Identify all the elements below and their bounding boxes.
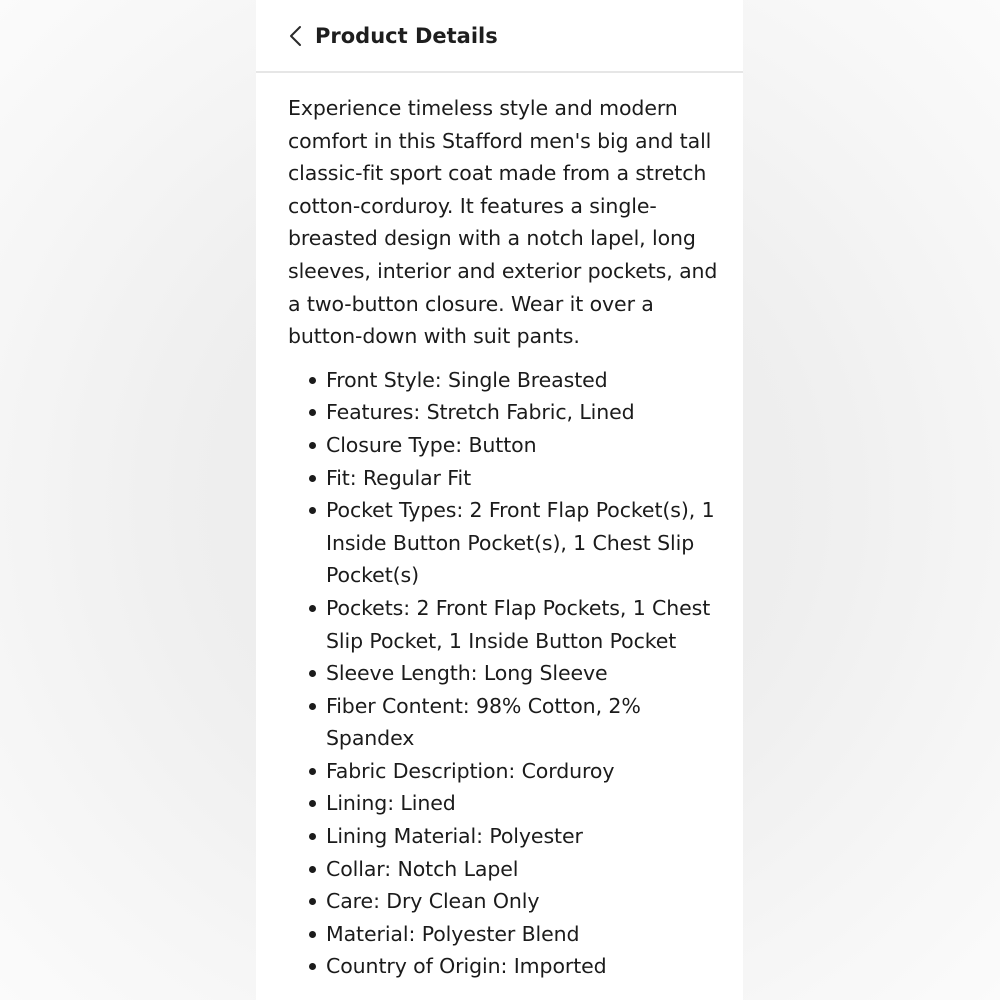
list-item xyxy=(288,820,720,853)
list-item xyxy=(288,462,720,495)
detail-text: Pockets: 2 Front Flap Pockets, 1 Chest Slip Pocket, 1 Inside Button Pocket xyxy=(326,595,711,653)
bullet-icon xyxy=(309,442,316,449)
list-item xyxy=(288,787,720,820)
bullet-icon xyxy=(309,800,316,807)
detail-text: Fiber Content: 98% Cotton, 2% Spandex xyxy=(326,693,641,751)
list-item xyxy=(288,853,720,886)
detail-text: Collar: Notch Lapel xyxy=(326,856,519,881)
bullet-icon xyxy=(309,931,316,938)
bullet-icon xyxy=(309,377,316,384)
bullet-icon xyxy=(309,605,316,612)
list-item xyxy=(288,950,720,983)
list-item xyxy=(288,755,720,788)
list-item xyxy=(288,690,720,755)
bullet-icon xyxy=(309,703,316,710)
detail-text: Country of Origin: Imported xyxy=(326,954,607,979)
detail-text: Fit: Regular Fit xyxy=(326,465,472,490)
bullet-icon xyxy=(309,670,316,677)
bullet-icon xyxy=(309,898,316,905)
detail-text: Features: Stretch Fabric, Lined xyxy=(326,400,635,425)
page-title: Product Details xyxy=(315,24,498,48)
product-details-content xyxy=(288,92,720,983)
product-description: Experience timeless style and modern comfort in this Stafford men's big and tall classic-fit sport coat made from a stretch cotton-corduroy. It features a single-breasted design with a notch lapel, long sleeves, interior and exterior pockets, and a two-button closure. Wear it over a button-down with suit pants. xyxy=(288,96,718,349)
detail-text: Lining Material: Polyester xyxy=(326,824,583,849)
list-item xyxy=(288,429,720,462)
list-item xyxy=(288,364,720,397)
list-item xyxy=(288,396,720,429)
header-bar xyxy=(256,0,743,73)
product-details-screen xyxy=(256,0,743,1000)
detail-text: Sleeve Length: Long Sleeve xyxy=(326,661,608,686)
bullet-icon xyxy=(309,768,316,775)
bullet-icon xyxy=(309,833,316,840)
detail-text: Closure Type: Button xyxy=(326,432,537,457)
back-button[interactable] xyxy=(282,22,310,50)
detail-text: Lining: Lined xyxy=(326,791,456,816)
bullet-icon xyxy=(309,507,316,514)
list-item xyxy=(288,885,720,918)
list-item xyxy=(288,494,720,592)
detail-text: Fabric Description: Corduroy xyxy=(326,758,615,783)
chevron-left-icon xyxy=(288,24,304,48)
bullet-icon xyxy=(309,866,316,873)
list-item xyxy=(288,592,720,657)
detail-text: Care: Dry Clean Only xyxy=(326,889,540,914)
detail-text: Pocket Types: 2 Front Flap Pocket(s), 1 Inside Button Pocket(s), 1 Chest Slip Pocket(s) xyxy=(326,498,715,588)
list-item xyxy=(288,918,720,951)
detail-text: Front Style: Single Breasted xyxy=(326,367,608,392)
bullet-icon xyxy=(309,409,316,416)
detail-text: Material: Polyester Blend xyxy=(326,921,580,946)
bullet-icon xyxy=(309,475,316,482)
list-item xyxy=(288,657,720,690)
product-details-list xyxy=(288,364,720,983)
bullet-icon xyxy=(309,963,316,970)
